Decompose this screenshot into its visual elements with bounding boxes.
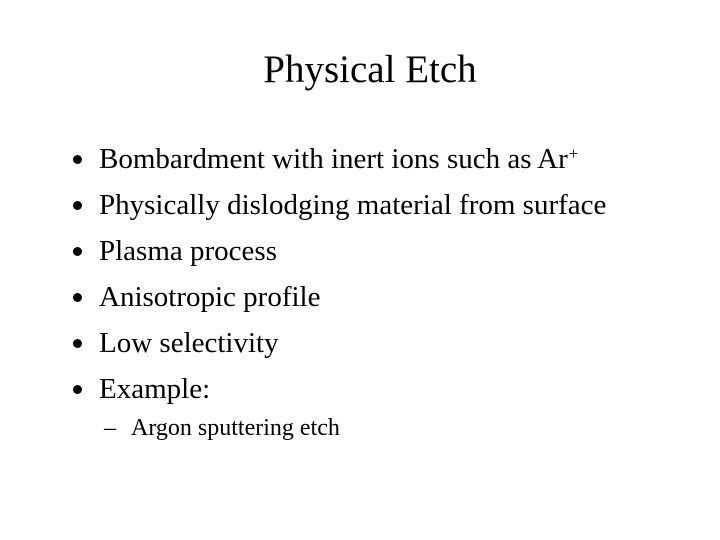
bullet-item [70,228,710,274]
slide-title: Physical Etch [263,48,477,91]
bullet-dot-icon [73,201,82,210]
bullet-text: Low selectivity [99,327,279,359]
bullet-dot-icon [73,293,82,302]
bullet-text: Physically dislodging material from surface [99,189,607,221]
dash-marker: – [104,415,116,441]
bullet-item [70,320,710,366]
bullet-item [70,136,710,182]
bullet-item [70,366,710,412]
bullet-dot-icon [73,339,82,348]
bullet-text: Bombardment with inert ions such as Ar [99,143,568,175]
bullet-text: Anisotropic profile [99,281,321,313]
superscript-text: + [568,144,579,163]
bullet-dot-icon [73,155,82,164]
bullet-dot-icon [73,385,82,394]
bullet-list [70,136,710,412]
bullet-text: Plasma process [99,235,277,267]
sub-bullet-text: Argon sputtering etch [131,415,340,441]
sub-bullet-item [104,411,340,445]
bullet-text: Example: [99,373,211,405]
bullet-dot-icon [73,247,82,256]
bullet-item [70,182,710,228]
sub-bullet-list [104,411,340,445]
bullet-item [70,274,710,320]
